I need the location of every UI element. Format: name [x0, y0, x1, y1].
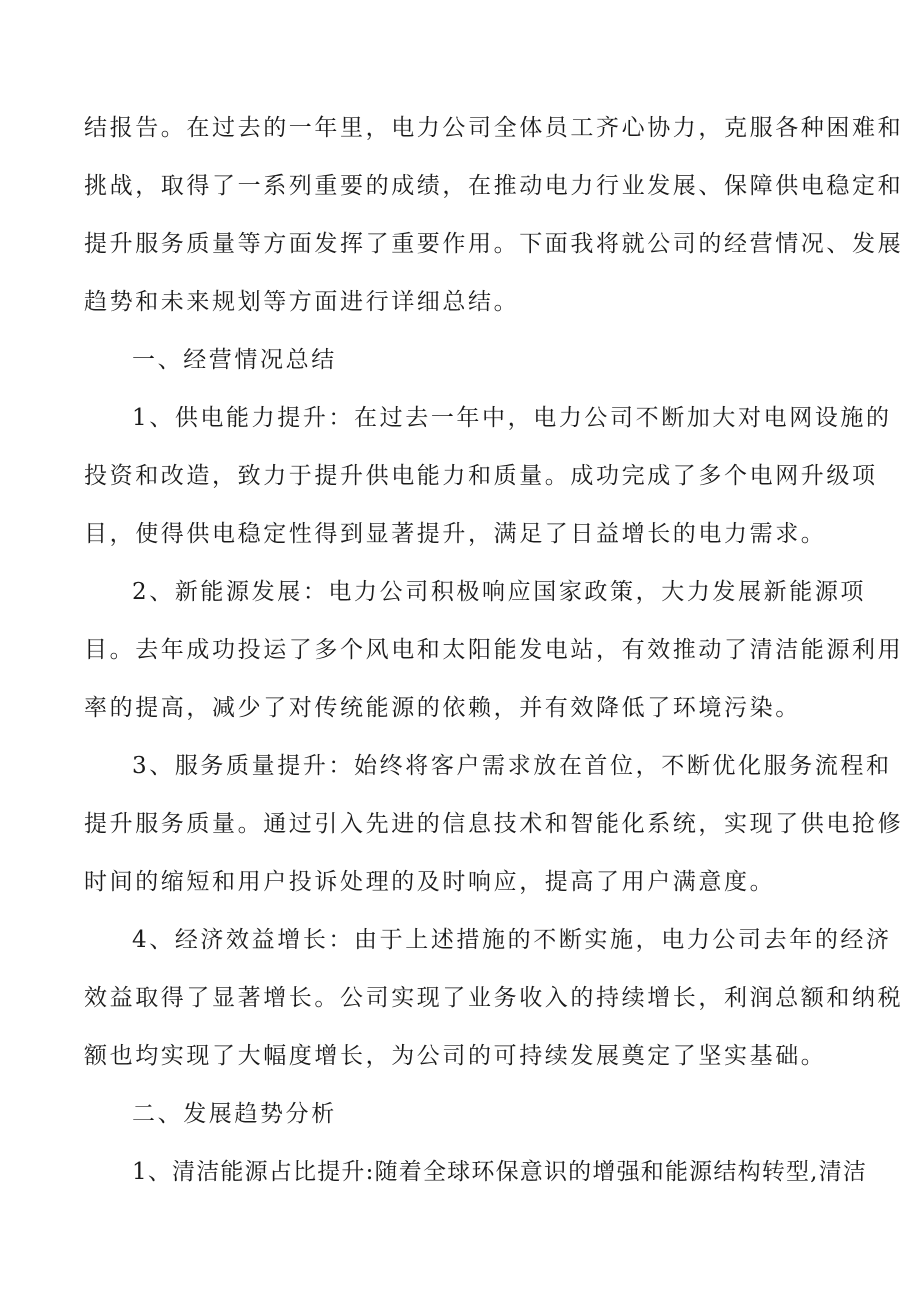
section-heading-operations: 一、经营情况总结	[132, 347, 337, 373]
paragraph-line: 目，使得供电稳定性得到显著提升，满足了日益增长的电力需求。	[84, 521, 827, 547]
paragraph-line: 结报告。在过去的一年里，电力公司全体员工齐心协力，克服各种困难和	[84, 115, 904, 141]
paragraph-line: 额也均实现了大幅度增长，为公司的可持续发展奠定了坚实基础。	[84, 1043, 827, 1069]
paragraph-line: 提升服务质量等方面发挥了重要作用。下面我将就公司的经营情况、发展	[84, 231, 904, 257]
paragraph-line: 挑战，取得了一系列重要的成绩，在推动电力行业发展、保障供电稳定和	[84, 173, 904, 199]
paragraph-line: 投资和改造，致力于提升供电能力和质量。成功完成了多个电网升级项	[84, 463, 878, 489]
paragraph-line: 趋势和未来规划等方面进行详细总结。	[84, 289, 520, 315]
paragraph-line: 1、供电能力提升：在过去一年中，电力公司不断加大对电网设施的	[132, 405, 892, 431]
paragraph-line: 目。去年成功投运了多个风电和太阳能发电站，有效推动了清洁能源利用	[84, 637, 904, 663]
paragraph-line: 效益取得了显著增长。公司实现了业务收入的持续增长，利润总额和纳税	[84, 985, 904, 1011]
section-heading-trends: 二、发展趋势分析	[132, 1101, 337, 1127]
paragraph-line: 4、经济效益增长：由于上述措施的不断实施，电力公司去年的经济	[132, 927, 892, 953]
paragraph-line: 3、服务质量提升：始终将客户需求放在首位，不断优化服务流程和	[132, 753, 892, 779]
paragraph-line: 率的提高，减少了对传统能源的依赖，并有效降低了环境污染。	[84, 695, 801, 721]
paragraph-line: 2、新能源发展：电力公司积极响应国家政策，大力发展新能源项	[132, 579, 867, 605]
paragraph-line: 1、清洁能源占比提升:随着全球环保意识的增强和能源结构转型,清洁	[132, 1159, 868, 1185]
paragraph-line: 提升服务质量。通过引入先进的信息技术和智能化系统，实现了供电抢修	[84, 811, 904, 837]
paragraph-line: 时间的缩短和用户投诉处理的及时响应，提高了用户满意度。	[84, 869, 776, 895]
